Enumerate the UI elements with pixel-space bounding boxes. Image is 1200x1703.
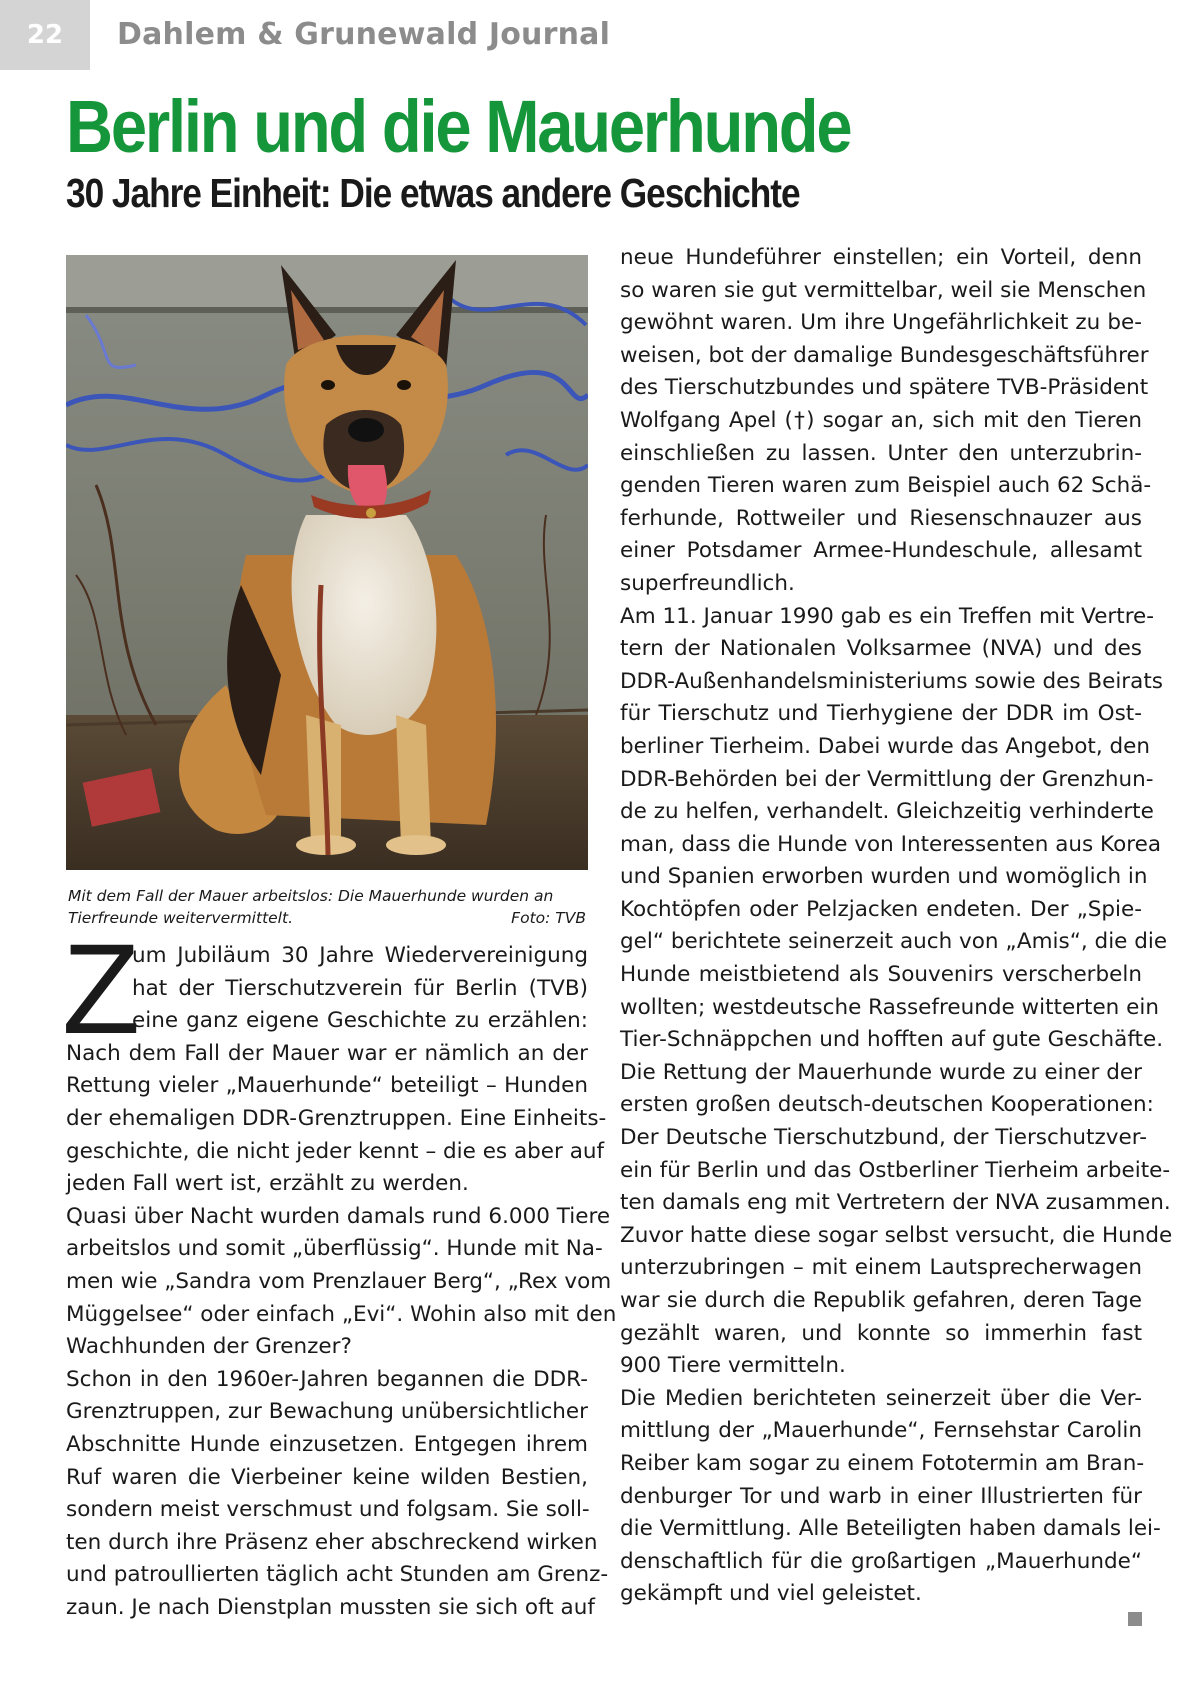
text-line: Nach dem Fall der Mauer war er nämlich an der — [66, 1040, 588, 1066]
text-line: tern der Nationalen Volksarmee (NVA) und des — [620, 636, 1142, 662]
text-line: ten durch ihre Präsenz eher abschreckend wirken — [66, 1529, 598, 1555]
text-line: des Tierschutzbundes und spätere TVB-Präsident — [620, 375, 1149, 401]
text-line: die Vermittlung. Alle Beteiligten haben damals lei- — [620, 1516, 1161, 1542]
text-line: sondern meist verschmust und folgsam. Sie soll- — [66, 1497, 590, 1523]
german-shepherd-illustration — [66, 255, 588, 870]
text-line: genden Tieren waren zum Beispiel auch 62 Schä- — [620, 473, 1152, 499]
text-line: Hunde meistbietend als Souvenirs verscherbeln — [620, 962, 1142, 988]
text-line: eine ganz eigene Geschichte zu erzählen: — [132, 1008, 588, 1034]
subheadline: 30 Jahre Einheit: Die etwas andere Geschichte — [66, 170, 800, 216]
journal-name: Dahlem & Grunewald Journal — [117, 17, 611, 52]
text-line: Reiber kam sogar zu einem Fototermin am Bran- — [620, 1450, 1145, 1476]
text-line: man, dass die Hunde von Interessenten aus Korea — [620, 831, 1162, 857]
text-line: gekämpft und viel geleistet. — [620, 1581, 922, 1607]
text-line: und patroullierten täglich acht Stunden am Grenz- — [66, 1562, 609, 1588]
caption-line-1: Mit dem Fall der Mauer arbeitslos: Die Mauerhunde wurden an — [68, 887, 554, 905]
dog-photo — [66, 255, 588, 870]
article-end-mark — [1128, 1612, 1142, 1626]
drop-cap: Z — [62, 918, 141, 1061]
page-header — [0, 0, 1200, 70]
text-line: arbeitslos und somit „überflüssig“. Hunde mit Na- — [66, 1236, 603, 1262]
text-line: Grenztruppen, zur Bewachung unübersichtlicher — [66, 1399, 588, 1425]
article-column-left — [66, 940, 617, 1624]
text-line: Kochtöpfen oder Pelzjacken endeten. Der „Spie- — [620, 896, 1142, 922]
text-line: Rettung vieler „Mauerhunde“ beteiligt – Hunden — [66, 1073, 588, 1099]
text-line: superfreundlich. — [620, 570, 795, 596]
text-line: mittlung der „Mauerhunde“, Fernsehstar Carolin — [620, 1418, 1142, 1444]
text-line: wollten; westdeutsche Rassefreunde witterten ein — [620, 994, 1159, 1020]
text-line: geschichte, die nicht jeder kennt – die es aber auf — [66, 1138, 605, 1164]
text-line: Die Medien berichteten seinerzeit über die Ver- — [620, 1385, 1142, 1411]
headline: Berlin und die Mauerhunde — [66, 85, 851, 168]
text-line: berliner Tierheim. Dabei wurde das Angebot, den — [620, 733, 1151, 759]
text-line: jeden Fall wert ist, erzählt zu werden. — [66, 1171, 469, 1197]
text-line: DDR-Behörden bei der Vermittlung der Grenzhun- — [620, 766, 1154, 792]
text-line: und Spanien erworben wurden und womöglich in — [620, 864, 1148, 890]
text-line: zaun. Je nach Dienstplan mussten sie sich oft auf — [66, 1594, 595, 1620]
text-line: war sie durch die Republik gefahren, deren Tage — [620, 1288, 1142, 1313]
photo-credit: Foto: TVB — [511, 909, 586, 927]
text-line: ersten großen deutsch-deutschen Kooperationen: — [620, 1092, 1154, 1118]
text-line: ferhunde, Rottweiler und Riesenschnauzer aus — [620, 505, 1142, 531]
text-line: Zuvor hatte diese sogar selbst versucht, die Hunde — [620, 1222, 1173, 1248]
text-line: DDR-Außenhandelsministeriums sowie des Beirats — [620, 668, 1163, 694]
text-line: um Jubiläum 30 Jahre Wiedervereinigung — [132, 943, 588, 968]
text-line: Ruf waren die Vierbeiner keine wilden Bestien, — [66, 1464, 588, 1490]
text-line: einer Potsdamer Armee-Hundeschule, allesamt — [620, 538, 1142, 564]
text-line: gel“ berichtete seinerzeit auch von „Amis“, die die — [620, 929, 1168, 955]
text-line: Müggelsee“ oder einfach „Evi“. Wohin also mit den — [66, 1301, 617, 1327]
text-line: denschaftlich für die großartigen „Mauerhunde“ — [620, 1548, 1142, 1574]
text-line: gezählt waren, und konnte so immerhin fast — [620, 1320, 1142, 1346]
text-line: ein für Berlin und das Ostberliner Tierheim arbeite- — [620, 1157, 1171, 1183]
text-line: Am 11. Januar 1990 gab es ein Treffen mit Vertre- — [620, 603, 1155, 629]
caption-line-2: Tierfreunde weitervermittelt. — [68, 909, 293, 927]
text-line: denburger Tor und warb in einer Illustrierten für — [620, 1483, 1142, 1509]
text-line: neue Hundeführer einstellen; ein Vorteil, denn — [620, 245, 1142, 270]
text-line: einschließen zu lassen. Unter den unterzubrin- — [620, 440, 1142, 466]
text-line: ten damals eng mit Vertretern der NVA zusammen. — [620, 1190, 1171, 1216]
text-line: so waren sie gut vermittelbar, weil sie Menschen — [620, 277, 1147, 303]
text-line: unterzubringen – mit einem Lautsprecherwagen — [620, 1255, 1142, 1281]
text-line: hat der Tierschutzverein für Berlin (TVB) — [132, 975, 588, 1001]
text-line: Schon in den 1960er-Jahren begannen die DDR- — [66, 1366, 588, 1392]
text-line: Der Deutsche Tierschutzbund, der Tierschutzver- — [620, 1125, 1147, 1151]
text-line: gewöhnt waren. Um ihre Ungefährlichkeit zu be- — [620, 310, 1142, 336]
text-line: Die Rettung der Mauerhunde wurde zu einer der — [620, 1059, 1142, 1085]
text-line: Abschnitte Hunde einzusetzen. Entgegen ihrem — [66, 1431, 588, 1457]
photo-caption — [68, 885, 586, 929]
text-line: Tier-Schnäppchen und hofften auf gute Geschäfte. — [620, 1027, 1164, 1053]
text-line: der ehemaligen DDR-Grenztruppen. Eine Einheits- — [66, 1105, 607, 1131]
text-line: 900 Tiere vermitteln. — [620, 1353, 846, 1379]
text-line: für Tierschutz und Tierhygiene der DDR im Ost- — [620, 701, 1142, 727]
text-line: Wachhunden der Grenzer? — [66, 1334, 352, 1360]
page-number: 22 — [0, 0, 90, 70]
text-line: Wolfgang Apel (†) sogar an, sich mit den Tieren — [620, 407, 1142, 433]
text-line: men wie „Sandra vom Prenzlauer Berg“, „Rex vom — [66, 1268, 612, 1294]
text-line: Quasi über Nacht wurden damals rund 6.000 Tiere — [66, 1203, 611, 1229]
text-line: de zu helfen, verhandelt. Gleichzeitig verhinderte — [620, 799, 1154, 825]
article-column-right — [620, 242, 1173, 1611]
text-line: weisen, bot der damalige Bundesgeschäftsführer — [620, 342, 1149, 368]
